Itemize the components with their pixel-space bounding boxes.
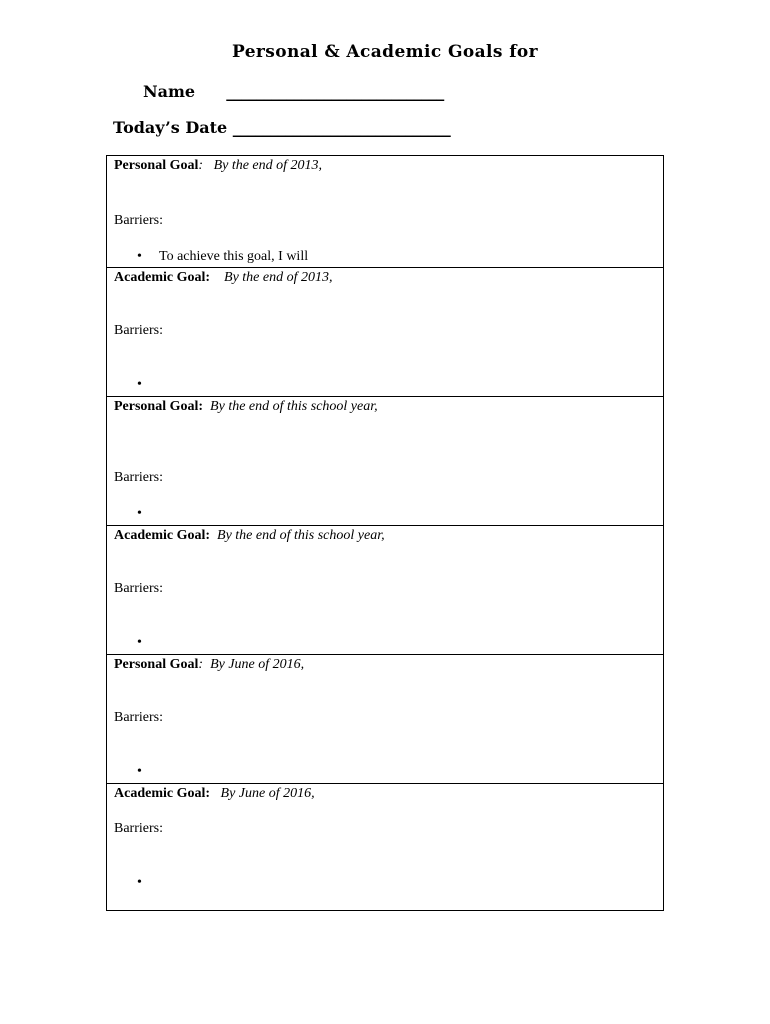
goal-row-personal-2016 (107, 655, 663, 784)
goal-row-academic-2013 (107, 268, 663, 397)
goals-table (106, 155, 664, 911)
goal-label: Personal Goal: (114, 399, 204, 414)
bullet-item (137, 875, 159, 891)
bullet-icon: • (137, 377, 142, 392)
bullet-icon: • (137, 635, 142, 650)
goal-heading: Personal Goal: By the end of 2013, (114, 158, 323, 173)
name-label: Name (143, 82, 196, 101)
name-field (143, 82, 444, 101)
goal-heading (114, 786, 315, 802)
barriers-label: Barriers: (114, 821, 163, 836)
goal-label: Academic Goal: (114, 270, 211, 285)
bullet-item (137, 764, 159, 780)
bullet-item (137, 506, 159, 522)
goal-text: By June of 2016, (220, 786, 315, 801)
goal-text: By June of 2016, (210, 657, 305, 672)
goal-row-personal-school-year (107, 397, 663, 526)
bullet-item (137, 635, 159, 651)
bullet-item (137, 377, 159, 393)
barriers-label: Barriers: (114, 213, 163, 228)
goal-heading (114, 270, 333, 286)
barriers-label: Barriers: (114, 470, 163, 485)
goal-heading (114, 528, 385, 544)
bullet-icon: • (137, 875, 142, 890)
date-blank[interactable]: _____________________________ (232, 118, 451, 137)
name-blank[interactable]: _____________________________ (226, 82, 444, 101)
bullet-icon: • (137, 249, 142, 264)
goal-row-academic-school-year (107, 526, 663, 655)
goal-text: By the end of 2013, (213, 158, 323, 173)
goal-row-academic-2016 (107, 784, 663, 910)
barriers-label: Barriers: (114, 581, 163, 596)
bullet-item (137, 249, 308, 265)
bullet-icon: • (137, 506, 142, 521)
goal-row-personal-2013 (107, 156, 663, 268)
bullet-icon: • (137, 764, 142, 779)
document-title: Personal & Academic Goals for (231, 42, 539, 62)
goal-text: By the end of 2013, (224, 270, 333, 285)
goal-text: By the end of this school year, (210, 399, 378, 414)
goal-label: Personal Goal (114, 657, 199, 672)
goal-label: Personal Goal (114, 158, 199, 173)
bullet-text[interactable]: To achieve this goal, I will (159, 249, 309, 264)
barriers-label: Barriers: (114, 710, 163, 725)
goal-heading (114, 399, 378, 415)
goal-text: By the end of this school year, (217, 528, 385, 543)
barriers-label: Barriers: (114, 323, 163, 338)
goal-label: Academic Goal: (114, 528, 211, 543)
date-field (113, 118, 450, 137)
goal-label: Academic Goal: (114, 786, 211, 801)
date-label: Today’s Date (113, 118, 228, 137)
goal-heading: Personal Goal: By June of 2016, (114, 657, 305, 672)
